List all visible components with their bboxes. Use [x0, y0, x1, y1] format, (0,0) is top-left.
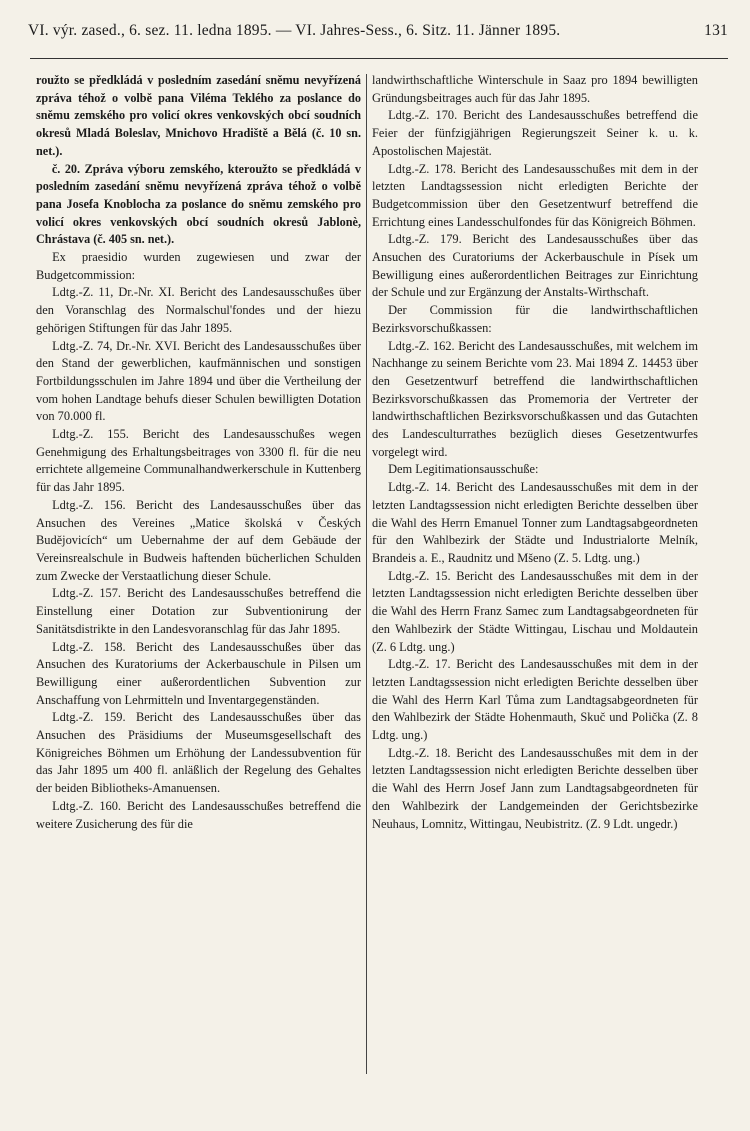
column-divider: [366, 74, 367, 1074]
page-number: 131: [704, 22, 728, 39]
paragraph: Ldtg.-Z. 162. Bericht des Landesausschußes, mit welchem im Nachhange zu seinem Berichte vom 23. Mai 1894 Z. 14453 über den Gesetzentwurf betreffend die landwirthschaftlichen Bezirksvorschußkassen das Promemoria der Vertreter der landwirthschaftlichen Bezirksvorschußkassen und das Gutachten des Landesculturrathes bezüglich dieses Gesetzentwurfes vorgelegt wird.: [372, 338, 698, 459]
paragraph: Der Commission für die landwirthschaftlichen Bezirksvorschußkassen:: [372, 303, 698, 335]
paragraph: Ex praesidio wurden zugewiesen und zwar der Budgetcommission:: [36, 250, 361, 282]
paragraph: Ldtg.-Z. 15. Bericht des Landesausschußes mit dem in der letzten Landtagssession nicht erledigten Berichte desselben über die Wahl des Herrn Franz Samec zum Landtagsabgeordneten für den Wahlbezirk der Städte Wittingau, Lischau und Moldautein (Z. 6 Ldtg. ung.): [372, 568, 698, 654]
paragraph: Ldtg.-Z. 158. Bericht des Landesausschußes über das Ansuchen des Kuratoriums der Ackerbauschule in Pilsen um Bewilligung einer außerordentlichen Subvention zur Anschaffung von Lehrmitteln und Inventargegenständen.: [36, 639, 361, 707]
paragraph: Ldtg.-Z. 155. Bericht des Landesausschußes wegen Genehmigung des Erhaltungsbeitrages von 3300 fl. für die neu errichtete allgemeine Communalhandwerkerschule in Kuttenberg für das Jahr 1895.: [36, 427, 361, 495]
paragraph: landwirthschaftliche Winterschule in Saaz pro 1894 bewilligten Gründungsbeitrages auch für das Jahr 1895.: [372, 73, 698, 105]
paragraph: č. 20. Zpráva výboru zemského, kteroužto se předkládá v posledním zasedání sněmu nevyřízená zpráva téhož o volbě pana Josefa Knoblocha za poslance do sněmu zemského pro volicí okres venkovských obcí soudních okresů Jablonè, Chrástava (č. 405 sn. net.).: [36, 161, 361, 247]
paragraph: Ldtg.-Z. 159. Bericht des Landesausschußes über das Ansuchen des Präsidiums der Museumsgesellschaft des Königreiches Böhmen um Erhöhung der Landessubvention für das Jahr 1895 um 400 fl. anläßlich der Regelung des Gehaltes der beiden Bibliotheks-Amanuensen.: [36, 710, 361, 796]
right-column: [372, 72, 698, 1117]
paragraph: Ldtg.-Z. 74, Dr.-Nr. XVI. Bericht des Landesausschußes über den Stand der gewerblichen, kaufmännischen und sonstigen Fortbildungsschulen im Jahre 1894 und über die Vertheilung der vom hohen Landtage behufs dieser Schulen bewilligten Dotation von 70.000 fl.: [36, 338, 361, 424]
paragraph: Ldtg.-Z. 179. Bericht des Landesausschußes über das Ansuchen des Curatoriums der Ackerbauschule in Písek um Bewilligung eines außerordentlichen Beitrages zur Einrichtung der Schule und zur Ergänzung der Anstalts-Wirthschaft.: [372, 232, 698, 300]
paragraph: Ldtg.-Z. 11, Dr.-Nr. XI. Bericht des Landesausschußes über den Voranschlag des Normalschul'fondes und der hiezu gehörigen Stiftungen für das Jahr 1895.: [36, 285, 361, 335]
paragraph: Ldtg.-Z. 160. Bericht des Landesausschußes betreffend die weitere Zusicherung des für die: [36, 798, 361, 831]
paragraph: Ldtg.-Z. 156. Bericht des Landesausschußes über das Ansuchen des Vereines „Matice školská v Českých Budějovicích“ um Uebernahme der auf dem Gebäude der Vereinsrealschule in Budweis haftenden bücherlichen Schulden zum Zwecke der Verstaatlichung dieser Schule.: [36, 497, 361, 583]
header-rule: [30, 58, 728, 59]
running-header: [28, 22, 728, 40]
paragraph: Dem Legitimationsausschuße:: [388, 462, 539, 477]
paragraph: Ldtg.-Z. 18. Bericht des Landesausschußes mit dem in der letzten Landtagssession nicht erledigten Berichte desselben über die Wahl des Herrn Josef Jann zum Landtagsabgeordneten für den Wahlbezirk der Landgemeinden der Gerichtsbezirke Neuhaus, Lomnitz, Wittingau, Neubistritz. (Z. 9 Ldt. ungedr.): [372, 745, 698, 831]
paragraph: Ldtg.-Z. 157. Bericht des Landesausschußes betreffend die Einstellung einer Dotation zur Subventionirung der Sanitätsdistrikte in den Landesvoranschlag für das Jahr 1895.: [36, 586, 361, 636]
paragraph: Ldtg.-Z. 170. Bericht des Landesausschußes betreffend die Feier der fünfzigjährigen Regierungszeit Seiner k. u. k. Apostolischen Majestät.: [372, 108, 698, 158]
left-column: [36, 72, 361, 1117]
paragraph: Ldtg.-Z. 178. Bericht des Landesausschußes mit dem in der letzten Landtagssession nicht erledigten Berichte der Budgetcommission über den Gesetzentwurf betreffend die Errichtung eines Landesschulfondes für das Königreich Böhmen.: [372, 161, 698, 229]
paragraph: Ldtg.-Z. 17. Bericht des Landesausschußes mit dem in der letzten Landtagssession nicht erledigten Berichte desselben über die Wahl des Herrn Karl Tůma zum Landtagsabgeordneten für den Wahlbezirk der Städte Hohenmauth, Skuč und Polička (Z. 8 Ldtg. ung.): [372, 657, 698, 743]
paragraph: Ldtg.-Z. 14. Bericht des Landesausschußes mit dem in der letzten Landtagssession nicht erledigten Berichte desselben über die Wahl des Herrn Emanuel Tonner zum Landtagsabgeordneten für den Wahlbezirk der Städte und Industrialorte Melník, Brandeis a. E., Raudnitz und Mšeno (Z. 5. Ldtg. ung.): [372, 480, 698, 565]
header-title: VI. výr. zased., 6. sez. 11. ledna 1895. — VI. Jahres-Sess., 6. Sitz. 11. Jänner 1895.: [28, 22, 561, 39]
paragraph: roužto se předkládá v posledním zasedání sněmu nevyřízená zpráva téhož o volbě pana Viléma Teklého za poslance do sněmu zemského pro volicí okres venkovských obcí soudních okresů Mladá Boleslav, Mnichovo Hradiště a Bělá (č. 10 sn. net.).: [36, 73, 361, 158]
